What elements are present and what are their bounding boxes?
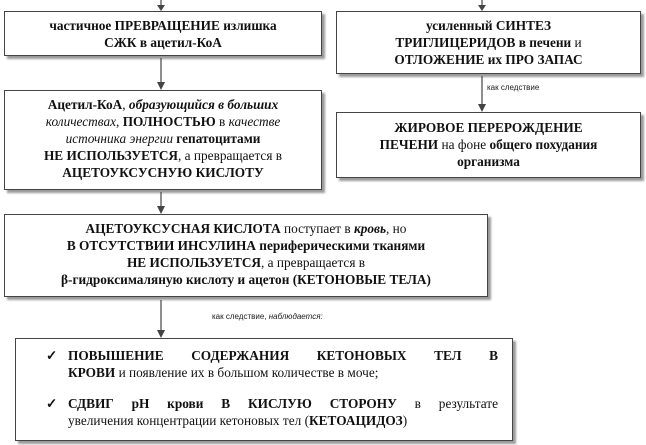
note-as-consequence: как следствие bbox=[487, 83, 540, 92]
box2-line3: ОТЛОЖЕНИЕ их ПРО ЗАПАС bbox=[394, 52, 583, 67]
arrow-into-box2 bbox=[475, 0, 489, 11]
item1-line2: КРОВИ и появление их в большом количестве в моче; bbox=[68, 365, 379, 380]
box5-line1: АЦЕТОУКСУСНАЯ КИСЛОТА поступает в кровь, но bbox=[85, 221, 407, 236]
item2-line2: увеличения концентрации кетоновых тел (КЕТОАЦИДОЗ) bbox=[68, 413, 408, 428]
box3-line3: источника энергии гепатоцитами bbox=[65, 131, 261, 146]
box4-line3: организма bbox=[457, 154, 520, 169]
box5-line3: НЕ ИСПОЛЬЗУЕТСЯ, а превращается в bbox=[126, 255, 366, 270]
note-observed: как следствие, наблюдается: bbox=[212, 312, 323, 321]
consequence-item-ketoacidosis bbox=[46, 395, 498, 429]
box1-line2: СЖК в ацетил-КоА bbox=[104, 35, 222, 50]
arrow-into-box1 bbox=[154, 0, 168, 11]
box-acetoacetic-acid bbox=[4, 214, 488, 297]
box3-line4: НЕ ИСПОЛЬЗУЕТСЯ, а превращается в bbox=[43, 148, 283, 163]
box3-line1: Ацетил-КоА, образующийся в больших bbox=[47, 97, 279, 112]
box2-line2: ТРИГЛИЦЕРИДОВ в печени и bbox=[395, 35, 582, 50]
box3-line5: АЦЕТОУКСУСНУЮ КИСЛОТУ bbox=[62, 165, 264, 180]
box-partial-conversion bbox=[4, 11, 322, 56]
box-consequences bbox=[15, 338, 513, 441]
box2-line1: усиленный СИНТЕЗ bbox=[425, 18, 552, 33]
consequence-item-ketone bbox=[46, 347, 498, 381]
box5-line2: В ОТСУТСТВИИ ИНСУЛИНА периферическими тканями bbox=[66, 238, 426, 253]
arrow-box3-to-box5 bbox=[154, 192, 168, 214]
box3-line2: количествах, ПОЛНОСТЬЮ в качестве bbox=[45, 114, 281, 129]
box-acetyl-coa bbox=[4, 90, 322, 190]
box-triglyceride-synthesis bbox=[336, 11, 641, 74]
box5-line4: β-гидроксималяную кислоту и ацетон (КЕТОНОВЫЕ ТЕЛА) bbox=[61, 272, 431, 287]
box-fatty-liver bbox=[336, 112, 641, 178]
arrow-box2-to-box4 bbox=[475, 76, 489, 112]
arrow-box5-to-box6 bbox=[154, 300, 168, 338]
box4-line1: ЖИРОВОЕ ПЕРЕРОЖДЕНИЕ bbox=[394, 120, 583, 135]
item1-line1: ✓ ПОВЫШЕНИЕ СОДЕРЖАНИЯ КЕТОНОВЫХ ТЕЛ В bbox=[46, 348, 498, 363]
checkmark-icon: ✓ bbox=[46, 348, 58, 363]
arrow-box1-to-box3 bbox=[154, 58, 168, 90]
box4-line2: ПЕЧЕНИ на фоне общего похудания bbox=[379, 137, 598, 152]
box1-line1: частичное ПРЕВРАЩЕНИЕ излишка bbox=[49, 18, 277, 33]
checkmark-icon: ✓ bbox=[46, 396, 58, 411]
item2-line1: ✓ СДВИГ pH крови В КИСЛУЮ СТОРОНУ в результате bbox=[46, 396, 498, 411]
